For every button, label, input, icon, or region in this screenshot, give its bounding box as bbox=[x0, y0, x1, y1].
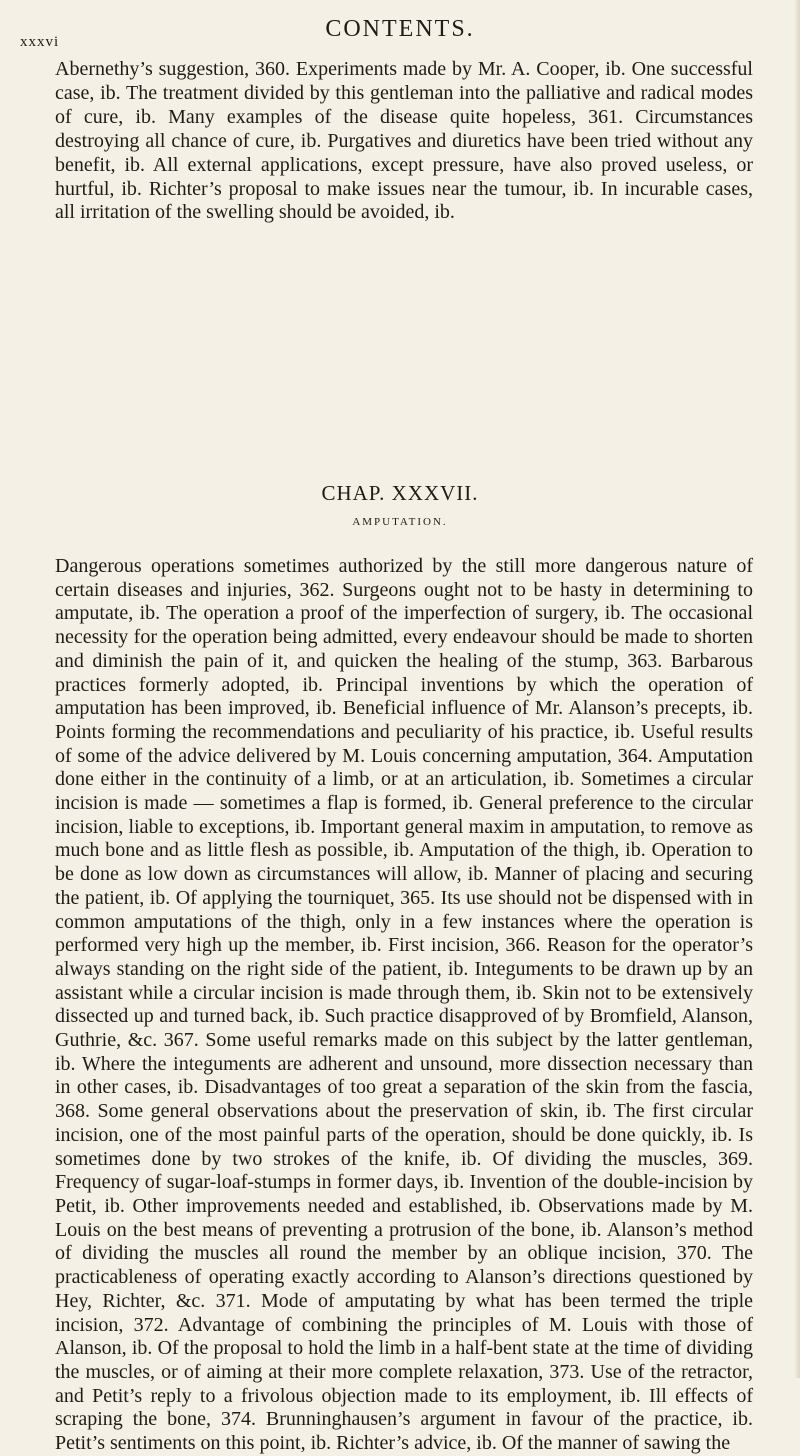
chapter-title: CHAP. XXXVII. bbox=[321, 481, 479, 505]
page-edge-shadow bbox=[794, 0, 800, 1378]
chapter-subtitle: AMPUTATION. bbox=[352, 516, 448, 528]
page-header bbox=[20, 10, 780, 50]
running-head: CONTENTS. bbox=[325, 16, 475, 42]
page-number: xxxvi bbox=[20, 34, 60, 50]
intro-paragraph: Abernethy’s suggestion, 360. Experiments made by Mr. A. Cooper, ib. One successful case, ib. The treatment divided by this gentleman into the palliative and radical modes of cure, ib. Many examples of the disease quite hopeless, 361. Circumstances destroying all chance of cure, ib. Purgatives and diuretics have been tried without any benefit, ib. All external applications, except pressure, have also proved useless, or hurtful, ib. Richter’s proposal to make issues near the tumour, ib. In incurable cases, all irritation of the swelling should be avoided, ib. bbox=[55, 58, 753, 224]
chapter-body: Dangerous operations sometimes authorized by the still more dangerous nature of certain diseases and injuries, 362. Surgeons ought not to be hasty in determining to amputate, ib. The operation a proof of the imperfection of surgery, ib. The occasional necessity for the operation being admitted, every endeavour should be made to shorten and diminish the pain of it, and quicken the healing of the stump, 363. Barbarous practices formerly adopted, ib. Principal inventions by which the operation of amputation has been improved, ib. Beneficial influence of Mr. Alanson’s precepts, ib. Points forming the recommendations and peculiarity of his practice, ib. Useful results of some of the advice delivered by M. Louis concerning amputation, 364. Amputation done either in the continuity of a limb, or at an articulation, ib. Sometimes a circular incision is made — sometimes a flap is formed, ib. General preference to the circular incision, liable to exceptions, ib. Important general maxim in amputation, to remove as much bone and as little flesh as possible, ib. Amputation of the thigh, ib. Operation to be done as low down as circumstances will allow, ib. Manner of placing and securing the patient, ib. Of applying the tourniquet, 365. Its use should not be dispensed with in common amputations of the thigh, only in a few instances where the operation is performed very high up the member, ib. First incision, 366. Reason for the operator’s always standing on the right side of the patient, ib. Integuments to be drawn up by an assistant while a circular incision is made through them, ib. Skin not to be extensively dissected up and turned back, ib. Such practice disapproved of by Bromfield, Alanson, Guthrie, &c. 367. Some useful remarks made on this subject by the latter gentleman, ib. Where the integuments are adherent and unsound, more dissection necessary than in other cases, ib. Disadvantages of too great a separation of the skin from the fascia, 368. Some general observations about the preservation of skin, ib. The first circular incision, one of the most painful parts of the operation, should be done quickly, ib. Is sometimes done by two strokes of the knife, ib. Of dividing the muscles, 369. Frequency of sugar-loaf-stumps in former days, ib. Invention of the double-incision by Petit, ib. Other improvements needed and established, ib. Observations made by M. Louis on the best means of preventing a protrusion of the bone, ib. Alanson’s method of dividing the muscles all round the member by an oblique incision, 370. The practicableness of operating exactly according to Alanson’s directions questioned by Hey, Richter, &c. 371. Mode of amputating by what has been termed the triple incision, 372. Advantage of combining the principles of M. Louis with those of Alanson, ib. Of the proposal to hold the limb in a half-bent state at the time of dividing the muscles, or of aiming at their more complete relaxation, 373. Use of the retractor, and Petit’s reply to a frivolous objection made to its employment, ib. Ill effects of scraping the bone, 374. Brunninghausen’s argument in favour of the practice, ib. Petit’s sentiments on this point, ib. Richter’s advice, ib. Of the manner of sawing the bbox=[55, 555, 753, 1455]
